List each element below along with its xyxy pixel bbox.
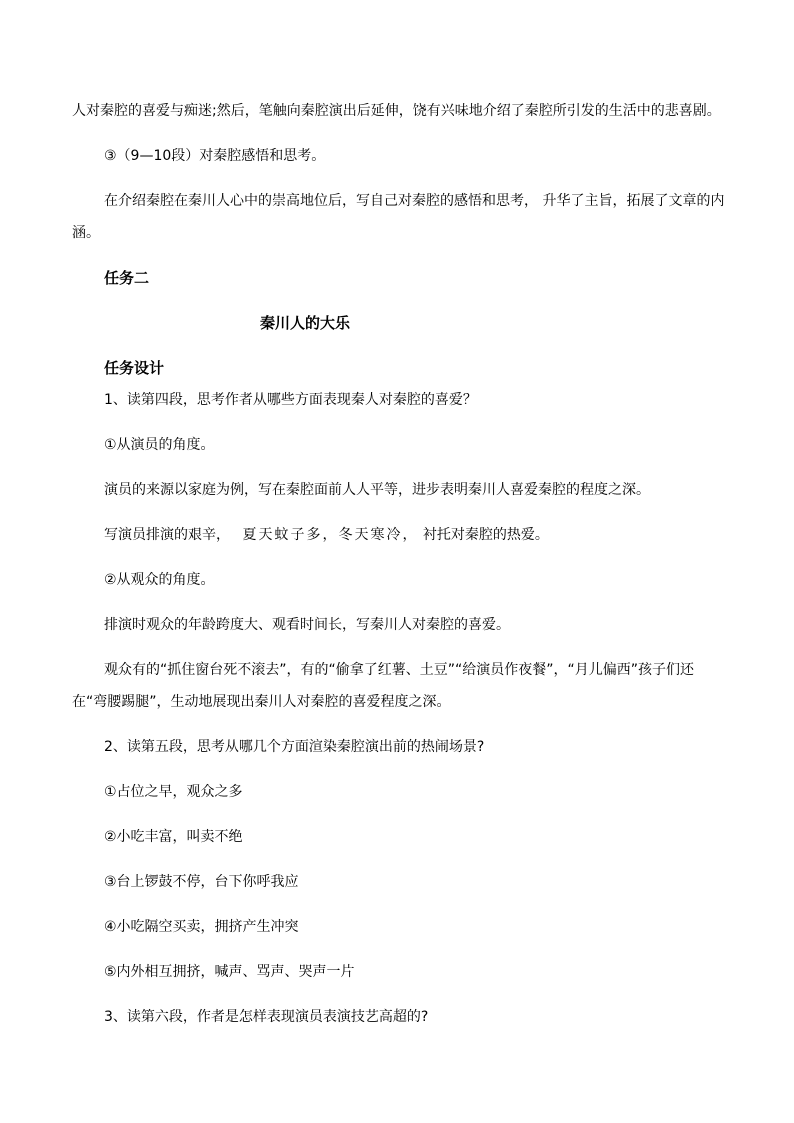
question-1: 1、读第四段，思考作者从哪些方面表现秦人对秦腔的喜爱？	[104, 392, 477, 408]
question-2: 2、读第五段，思考从哪几个方面渲染秦腔演出前的热闹场景?	[104, 739, 485, 755]
q2-item: ①占位之早，观众之多	[104, 784, 243, 800]
q2-item: ③台上锣鼓不停，台下你呼我应	[104, 874, 299, 890]
task2-title: 秦川人的大乐	[260, 314, 351, 332]
q1-point-2-text-2-line1: 观众有的“抓住窗台死不滚去”，有的“偷拿了红薯、土豆”“给演员作夜餐”，“月儿偏西”孩子们还	[104, 662, 695, 678]
q1-point-2: ②从观众的角度。	[104, 572, 215, 588]
q2-item: ④小吃隔空买卖，拥挤产生冲突	[104, 919, 299, 935]
q2-item: ⑤内外相互拥挤，喊声、骂声、哭声一片	[104, 964, 355, 980]
q1-point-1-text-2b: 夏天蚊子多，冬天寒冷，	[242, 527, 419, 543]
q1-point-2-text-1: 排演时观众的年龄跨度大、观看时间长，写秦川人对秦腔的喜爱。	[104, 617, 510, 633]
paragraph-continued: 人对秦腔的喜爱与痴迷;然后，笔触向秦腔演出后延伸，饶有兴味地介绍了秦腔所引发的生活中的悲喜剧。	[72, 103, 721, 119]
task-design-heading: 任务设计	[104, 359, 165, 377]
q1-point-1-text-2a: 写演员排演的艰辛，	[104, 527, 230, 543]
section3-text-line2: 涵。	[72, 225, 100, 241]
q2-item: ②小吃丰富，叫卖不绝	[104, 829, 243, 845]
question-3: 3、读第六段，作者是怎样表现演员表演技艺高超的?	[104, 1009, 429, 1025]
q1-point-1: ①从演员的角度。	[104, 437, 215, 453]
task2-heading: 任务二	[104, 269, 150, 287]
q1-point-1-text-2c: 衬托对秦腔的热爱。	[422, 527, 549, 543]
section3-label: ③（9—10段）对秦腔感悟和思考。	[104, 148, 326, 164]
q1-point-1-text-1: 演员的来源以家庭为例，写在秦腔面前人人平等，进步表明秦川人喜爱秦腔的程度之深。	[104, 482, 650, 498]
q1-point-2-text-2-line2: 在“弯腰踢腿”，生动地展现出秦川人对秦腔的喜爱程度之深。	[72, 694, 451, 710]
q1-point-1-text-2	[104, 525, 764, 545]
section3-text-line1: 在介绍秦腔在秦川人心中的崇高地位后，写自己对秦腔的感悟和思考， 升华了主旨，拓展了文章的内	[104, 193, 725, 209]
